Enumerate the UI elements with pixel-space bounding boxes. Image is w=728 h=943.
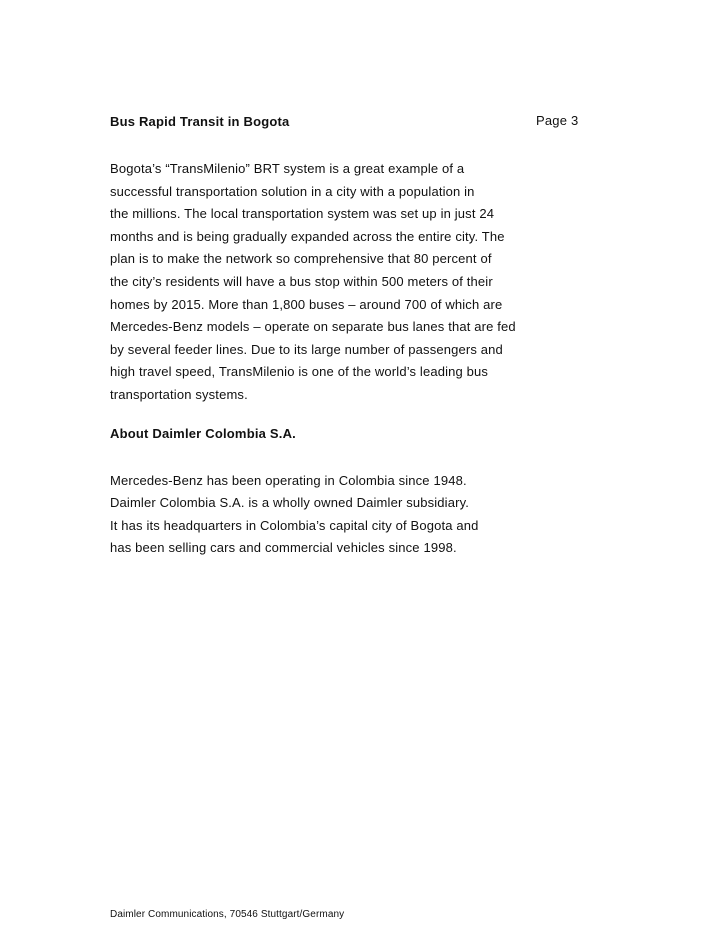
- paragraph-daimler: [110, 470, 530, 560]
- section-heading-bogota: Bus Rapid Transit in Bogota: [110, 114, 290, 129]
- section-heading-daimler: About Daimler Colombia S.A.: [110, 425, 296, 441]
- text-line: months and is being gradually expanded across the entire city. The: [110, 228, 505, 244]
- text-line: Mercedes-Benz has been operating in Colombia since 1948.: [110, 472, 467, 488]
- paragraph-bogota: [110, 158, 530, 407]
- text-line: plan is to make the network so comprehensive that 80 percent of: [110, 251, 492, 267]
- text-line: the millions. The local transportation system was set up in just 24: [110, 206, 495, 222]
- text-line: has been selling cars and commercial vehicles since 1998.: [110, 540, 457, 556]
- footer-address: Daimler Communications, 70546 Stuttgart/Germany: [110, 909, 345, 920]
- text-line: by several feeder lines. Due to its large number of passengers and: [110, 341, 503, 357]
- text-line: homes by 2015. More than 1,800 buses – around 700 of which are: [110, 296, 503, 312]
- document-body: [110, 113, 530, 560]
- text-line: high travel speed, TransMilenio is one of the world’s leading bus: [110, 364, 489, 380]
- text-line: the city’s residents will have a bus stop within 500 meters of their: [110, 273, 493, 289]
- text-line: Bogota’s “TransMilenio” BRT system is a great example of a: [110, 161, 465, 176]
- page-number: Page 3: [536, 113, 579, 128]
- text-line: Mercedes-Benz models – operate on separate bus lanes that are fed: [110, 319, 516, 335]
- text-line: successful transportation solution in a city with a population in: [110, 183, 475, 199]
- text-line: It has its headquarters in Colombia’s capital city of Bogota and: [110, 517, 479, 533]
- text-line: Daimler Colombia S.A. is a wholly owned Daimler subsidiary.: [110, 495, 470, 511]
- text-line: transportation systems.: [110, 386, 248, 402]
